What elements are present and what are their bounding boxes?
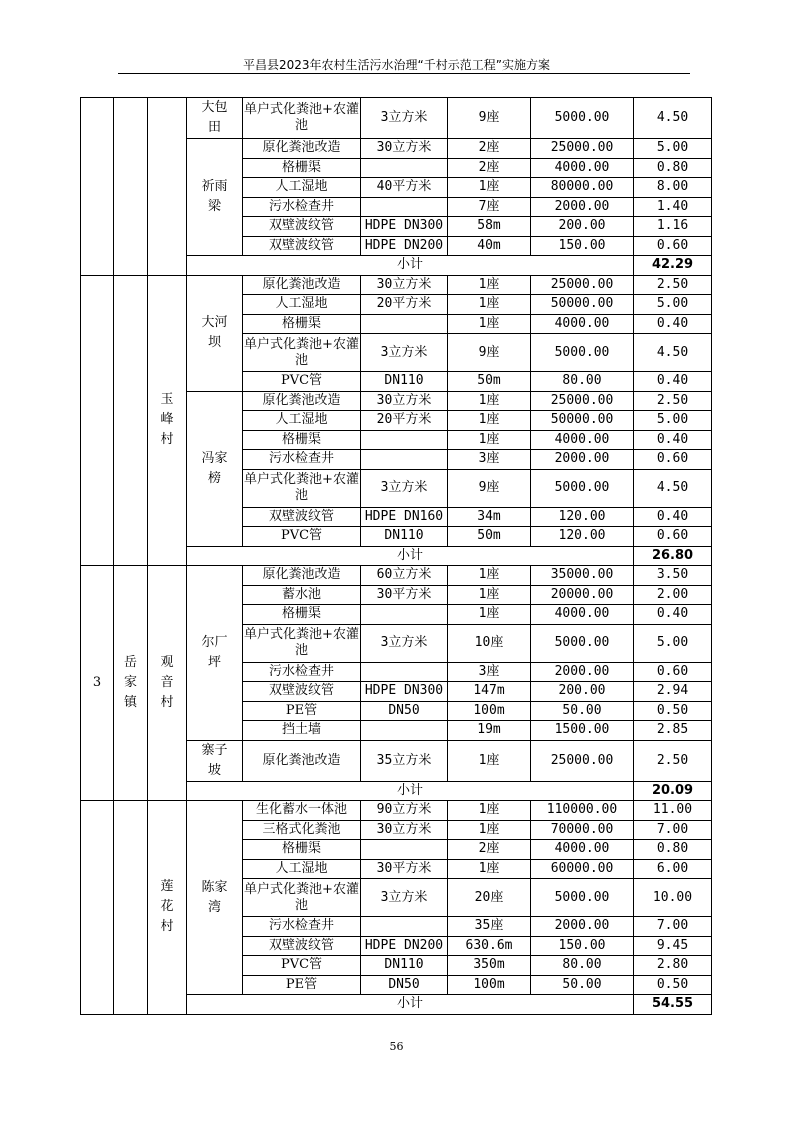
group-label: 陈家湾: [201, 879, 228, 915]
group-cell: [187, 391, 243, 546]
qty-cell: 147m: [448, 682, 531, 702]
price-cell: 50.00: [531, 701, 634, 721]
item-cell: 单户式化粪池+农灌池: [243, 879, 361, 917]
vertical-label: 玉峰村: [160, 392, 174, 448]
amount-cell: 5.00: [634, 411, 712, 431]
spec-cell: [361, 430, 448, 450]
qty-cell: 100m: [448, 701, 531, 721]
qty-cell: 3座: [448, 662, 531, 682]
spec-cell: DN110: [361, 527, 448, 547]
price-cell: 20000.00: [531, 585, 634, 605]
page-number: 56: [389, 1040, 404, 1053]
spec-cell: 30立方米: [361, 139, 448, 159]
header-rule: [118, 73, 690, 74]
amount-cell: 2.85: [634, 721, 712, 741]
spec-cell: 3立方米: [361, 624, 448, 662]
item-cell: 原化粪池改造: [243, 566, 361, 586]
spec-cell: 3立方米: [361, 469, 448, 507]
spec-cell: [361, 605, 448, 625]
group-cell: [187, 98, 243, 139]
spec-cell: DN50: [361, 975, 448, 995]
group-cell: [187, 566, 243, 741]
qty-cell: 2座: [448, 840, 531, 860]
amount-cell: 4.50: [634, 334, 712, 372]
item-cell: 双壁波纹管: [243, 682, 361, 702]
item-cell: PVC管: [243, 527, 361, 547]
price-cell: 2000.00: [531, 662, 634, 682]
amount-cell: 2.80: [634, 956, 712, 976]
subtotal-label: 小计: [187, 546, 634, 566]
amount-cell: 2.94: [634, 682, 712, 702]
item-cell: 单户式化粪池+农灌池: [243, 469, 361, 507]
price-cell: 25000.00: [531, 391, 634, 411]
spec-cell: 60立方米: [361, 566, 448, 586]
price-cell: 25000.00: [531, 139, 634, 159]
qty-cell: 19m: [448, 721, 531, 741]
group-label: 寨子坡: [201, 742, 228, 778]
spec-cell: 30平方米: [361, 859, 448, 879]
price-cell: 35000.00: [531, 566, 634, 586]
item-cell: 格栅渠: [243, 840, 361, 860]
amount-cell: 0.60: [634, 450, 712, 470]
amount-cell: 5.00: [634, 624, 712, 662]
qty-cell: 1座: [448, 295, 531, 315]
index-cell: 3: [81, 566, 114, 801]
amount-cell: 1.16: [634, 217, 712, 237]
subtotal-label: 小计: [187, 995, 634, 1015]
spec-cell: [361, 197, 448, 217]
table-row: [81, 566, 712, 586]
amount-cell: 1.40: [634, 197, 712, 217]
item-cell: 原化粪池改造: [243, 740, 361, 781]
item-cell: 生化蓄水一体池: [243, 801, 361, 821]
qty-cell: 1座: [448, 275, 531, 295]
item-cell: 双壁波纹管: [243, 936, 361, 956]
village-cell: [148, 801, 187, 1015]
qty-cell: 1座: [448, 820, 531, 840]
item-cell: 单户式化粪池+农灌池: [243, 98, 361, 139]
qty-cell: 2座: [448, 158, 531, 178]
spec-cell: 30立方米: [361, 820, 448, 840]
amount-cell: 0.40: [634, 314, 712, 334]
price-cell: 60000.00: [531, 859, 634, 879]
amount-cell: 0.50: [634, 975, 712, 995]
cost-table: [80, 97, 712, 1015]
spec-cell: DN110: [361, 956, 448, 976]
qty-cell: 1座: [448, 566, 531, 586]
town-cell: [114, 801, 148, 1015]
town-cell: [114, 566, 148, 801]
amount-cell: 2.50: [634, 275, 712, 295]
qty-cell: 1座: [448, 605, 531, 625]
item-cell: PVC管: [243, 372, 361, 392]
spec-cell: 20平方米: [361, 411, 448, 431]
price-cell: 200.00: [531, 217, 634, 237]
subtotal-value: 54.55: [634, 995, 712, 1015]
amount-cell: 7.00: [634, 917, 712, 937]
item-cell: 双壁波纹管: [243, 507, 361, 527]
amount-cell: 7.00: [634, 820, 712, 840]
price-cell: 2000.00: [531, 450, 634, 470]
price-cell: 110000.00: [531, 801, 634, 821]
spec-cell: 30立方米: [361, 391, 448, 411]
amount-cell: 0.60: [634, 662, 712, 682]
spec-cell: [361, 840, 448, 860]
spec-cell: 30立方米: [361, 275, 448, 295]
item-cell: 格栅渠: [243, 158, 361, 178]
amount-cell: 4.50: [634, 469, 712, 507]
spec-cell: 3立方米: [361, 334, 448, 372]
item-cell: 原化粪池改造: [243, 139, 361, 159]
group-cell: [187, 801, 243, 995]
item-cell: PE管: [243, 701, 361, 721]
amount-cell: 5.00: [634, 295, 712, 315]
subtotal-value: 26.80: [634, 546, 712, 566]
table-row: [81, 98, 712, 139]
amount-cell: 0.80: [634, 840, 712, 860]
qty-cell: 35座: [448, 917, 531, 937]
spec-cell: HDPE DN200: [361, 236, 448, 256]
qty-cell: 50m: [448, 372, 531, 392]
spec-cell: HDPE DN200: [361, 936, 448, 956]
item-cell: 人工湿地: [243, 178, 361, 198]
qty-cell: 1座: [448, 740, 531, 781]
item-cell: 单户式化粪池+农灌池: [243, 334, 361, 372]
price-cell: 4000.00: [531, 840, 634, 860]
item-cell: 人工湿地: [243, 411, 361, 431]
item-cell: 人工湿地: [243, 295, 361, 315]
price-cell: 4000.00: [531, 314, 634, 334]
qty-cell: 630.6m: [448, 936, 531, 956]
town-cell: [114, 98, 148, 276]
amount-cell: 0.40: [634, 507, 712, 527]
item-cell: 格栅渠: [243, 605, 361, 625]
qty-cell: 1座: [448, 859, 531, 879]
item-cell: PVC管: [243, 956, 361, 976]
subtotal-label: 小计: [187, 256, 634, 276]
price-cell: 150.00: [531, 936, 634, 956]
qty-cell: 1座: [448, 314, 531, 334]
town-cell: [114, 275, 148, 566]
amount-cell: 9.45: [634, 936, 712, 956]
qty-cell: 10座: [448, 624, 531, 662]
qty-cell: 9座: [448, 469, 531, 507]
item-cell: 单户式化粪池+农灌池: [243, 624, 361, 662]
item-cell: 双壁波纹管: [243, 217, 361, 237]
spec-cell: [361, 450, 448, 470]
spec-cell: DN110: [361, 372, 448, 392]
page-header: 平昌县2023年农村生活污水治理“千村示范工程”实施方案: [243, 58, 550, 72]
table-row: [81, 275, 712, 295]
qty-cell: 7座: [448, 197, 531, 217]
qty-cell: 40m: [448, 236, 531, 256]
price-cell: 120.00: [531, 507, 634, 527]
price-cell: 2000.00: [531, 197, 634, 217]
item-cell: 双壁波纹管: [243, 236, 361, 256]
item-cell: 污水检查井: [243, 450, 361, 470]
price-cell: 5000.00: [531, 469, 634, 507]
item-cell: 人工湿地: [243, 859, 361, 879]
item-cell: 格栅渠: [243, 314, 361, 334]
item-cell: PE管: [243, 975, 361, 995]
qty-cell: 100m: [448, 975, 531, 995]
price-cell: 1500.00: [531, 721, 634, 741]
vertical-label: 观音村: [160, 655, 174, 710]
item-cell: 原化粪池改造: [243, 275, 361, 295]
qty-cell: 20座: [448, 879, 531, 917]
price-cell: 5000.00: [531, 334, 634, 372]
spec-cell: 3立方米: [361, 98, 448, 139]
qty-cell: 1座: [448, 801, 531, 821]
item-cell: 原化粪池改造: [243, 391, 361, 411]
qty-cell: 1座: [448, 391, 531, 411]
subtotal-value: 42.29: [634, 256, 712, 276]
price-cell: 2000.00: [531, 917, 634, 937]
spec-cell: [361, 314, 448, 334]
qty-cell: 1座: [448, 430, 531, 450]
price-cell: 25000.00: [531, 740, 634, 781]
amount-cell: 0.60: [634, 236, 712, 256]
price-cell: 4000.00: [531, 605, 634, 625]
spec-cell: 3立方米: [361, 879, 448, 917]
qty-cell: 1座: [448, 178, 531, 198]
amount-cell: 0.50: [634, 701, 712, 721]
spec-cell: HDPE DN300: [361, 217, 448, 237]
amount-cell: 10.00: [634, 879, 712, 917]
amount-cell: 0.80: [634, 158, 712, 178]
amount-cell: 6.00: [634, 859, 712, 879]
spec-cell: [361, 158, 448, 178]
qty-cell: 9座: [448, 334, 531, 372]
spec-cell: DN50: [361, 701, 448, 721]
amount-cell: 0.40: [634, 430, 712, 450]
group-label: 大河坝: [201, 315, 228, 350]
spec-cell: [361, 917, 448, 937]
item-cell: 挡土墙: [243, 721, 361, 741]
amount-cell: 3.50: [634, 566, 712, 586]
qty-cell: 1座: [448, 411, 531, 431]
price-cell: 25000.00: [531, 275, 634, 295]
subtotal-label: 小计: [187, 781, 634, 801]
qty-cell: 2座: [448, 139, 531, 159]
item-cell: 污水检查井: [243, 917, 361, 937]
item-cell: 污水检查井: [243, 662, 361, 682]
item-cell: 格栅渠: [243, 430, 361, 450]
price-cell: 50000.00: [531, 295, 634, 315]
table-row: [81, 801, 712, 821]
item-cell: 三格式化粪池: [243, 820, 361, 840]
price-cell: 4000.00: [531, 430, 634, 450]
village-cell: [148, 566, 187, 801]
qty-cell: 34m: [448, 507, 531, 527]
price-cell: 5000.00: [531, 98, 634, 139]
spec-cell: 35立方米: [361, 740, 448, 781]
village-cell: [148, 275, 187, 566]
amount-cell: 0.60: [634, 527, 712, 547]
amount-cell: 5.00: [634, 139, 712, 159]
vertical-label: 岳家镇: [123, 655, 137, 710]
qty-cell: 58m: [448, 217, 531, 237]
amount-cell: 0.40: [634, 605, 712, 625]
spec-cell: HDPE DN300: [361, 682, 448, 702]
price-cell: 120.00: [531, 527, 634, 547]
item-cell: 污水检查井: [243, 197, 361, 217]
table-body: [81, 98, 712, 1015]
qty-cell: 1座: [448, 585, 531, 605]
item-cell: 蓄水池: [243, 585, 361, 605]
amount-cell: 4.50: [634, 98, 712, 139]
group-cell: [187, 275, 243, 391]
price-cell: 80.00: [531, 372, 634, 392]
amount-cell: 11.00: [634, 801, 712, 821]
subtotal-value: 20.09: [634, 781, 712, 801]
spec-cell: 30平方米: [361, 585, 448, 605]
price-cell: 70000.00: [531, 820, 634, 840]
qty-cell: 3座: [448, 450, 531, 470]
price-cell: 80000.00: [531, 178, 634, 198]
index-cell: [81, 275, 114, 566]
price-cell: 50000.00: [531, 411, 634, 431]
group-cell: [187, 740, 243, 781]
spec-cell: [361, 662, 448, 682]
amount-cell: 0.40: [634, 372, 712, 392]
price-cell: 5000.00: [531, 879, 634, 917]
group-label: 祈雨梁: [201, 179, 228, 214]
price-cell: 5000.00: [531, 624, 634, 662]
amount-cell: 2.50: [634, 740, 712, 781]
price-cell: 4000.00: [531, 158, 634, 178]
price-cell: 80.00: [531, 956, 634, 976]
qty-cell: 50m: [448, 527, 531, 547]
qty-cell: 350m: [448, 956, 531, 976]
village-cell: [148, 98, 187, 276]
price-cell: 200.00: [531, 682, 634, 702]
qty-cell: 9座: [448, 98, 531, 139]
spec-cell: 20平方米: [361, 295, 448, 315]
index-cell: [81, 801, 114, 1015]
index-cell: [81, 98, 114, 276]
spec-cell: 90立方米: [361, 801, 448, 821]
amount-cell: 2.50: [634, 391, 712, 411]
vertical-label: 莲花村: [160, 879, 174, 935]
spec-cell: 40平方米: [361, 178, 448, 198]
group-label: 冯家榜: [201, 450, 228, 486]
amount-cell: 2.00: [634, 585, 712, 605]
group-cell: [187, 139, 243, 256]
price-cell: 50.00: [531, 975, 634, 995]
spec-cell: [361, 721, 448, 741]
group-label: 尔厂坪: [201, 634, 228, 670]
amount-cell: 8.00: [634, 178, 712, 198]
spec-cell: HDPE DN160: [361, 507, 448, 527]
group-label: 大包田: [201, 100, 228, 135]
price-cell: 150.00: [531, 236, 634, 256]
